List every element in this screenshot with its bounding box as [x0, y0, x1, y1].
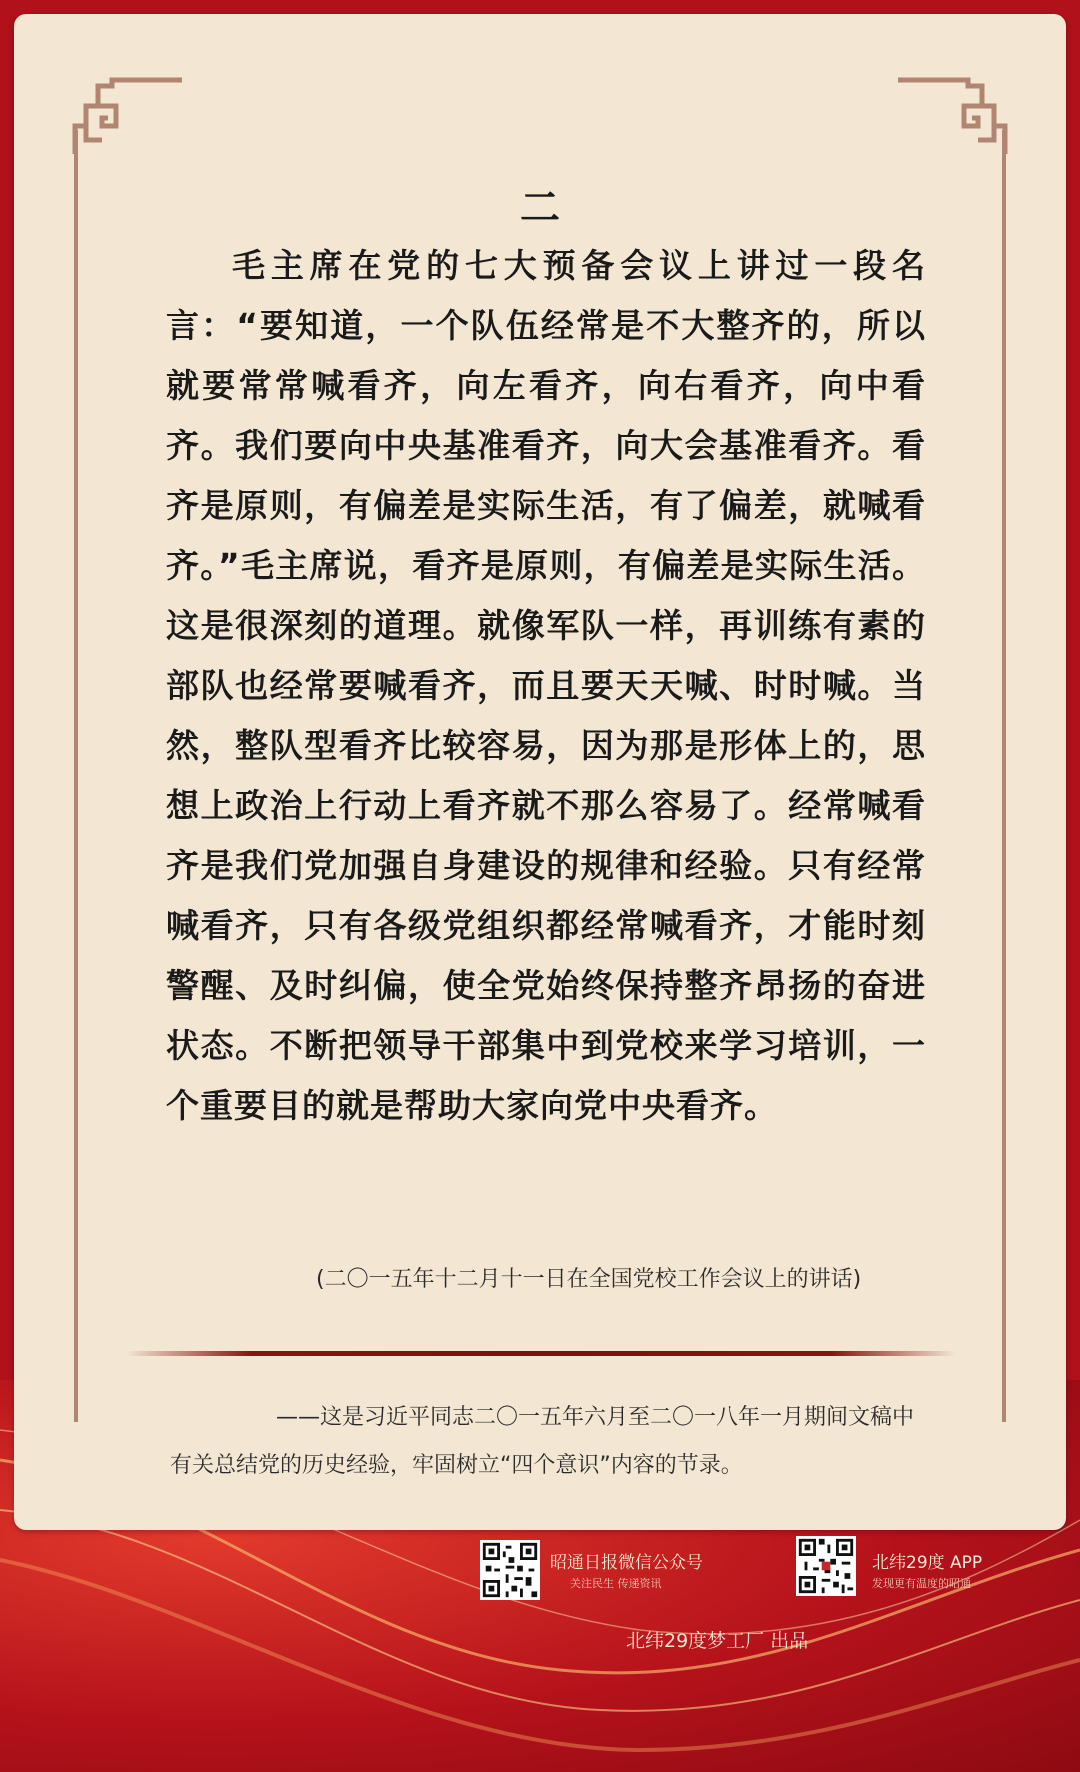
qr-code-app[interactable] [796, 1536, 856, 1596]
qr-code-wechat[interactable] [480, 1540, 540, 1600]
section-title: 二 [520, 185, 560, 231]
qr2-title: 北纬29度 APP [872, 1553, 983, 1573]
body-paragraph: 毛主席在党的七大预备会议上讲过一段名言：“要知道，一个队伍经常是不大整齐的，所以就要常常喊看齐，向左看齐，向右看齐，向中看齐。我们要向中央基准看齐，向大会基准看齐。看齐是原则，有偏差是实际生活，有了偏差，就喊看齐。”毛主席说，看齐是原则，有偏差是实际生活。这是很深刻的道理。就像军队一样，再训练有素的部队也经常要喊看齐，而且要天天喊、时时喊。当然，整队型看齐比较容易，因为那是形体上的，思想上政治上行动上看齐就不那么容易了。经常喊看齐是我们党加强自身建设的规律和经验。只有经常喊看齐，只有各级党组织都经常喊看齐，才能时刻警醒、及时纠偏，使全党始终保持整齐昂扬的奋进状态。不断把领导干部集中到党校来学习培训，一个重要目的就是帮助大家向党中央看齐。 [166, 246, 926, 1125]
footnote-line-1: ——这是习近平同志二〇一五年六月至二〇一八年一月期间文稿中 [276, 1405, 915, 1430]
qr1-subtitle: 关注民生 传递资讯 [570, 1577, 662, 1590]
divider [126, 1351, 956, 1356]
footnote-line-2: 有关总结党的历史经验，牢固树立“四个意识”内容的节录。 [170, 1453, 743, 1478]
frame-right-line [1002, 130, 1006, 1422]
corner-ornament-left [72, 76, 184, 156]
source-note: (二〇一五年十二月十一日在全国党校工作会议上的讲话) [316, 1267, 862, 1292]
producer-credit: 北纬29度梦工厂 出品 [626, 1630, 809, 1652]
corner-ornament-right [896, 76, 1008, 156]
qr2-subtitle: 发现更有温度的昭通 [872, 1577, 971, 1590]
frame-left-line [74, 130, 78, 1422]
qr1-title: 昭通日报微信公众号 [550, 1553, 703, 1573]
